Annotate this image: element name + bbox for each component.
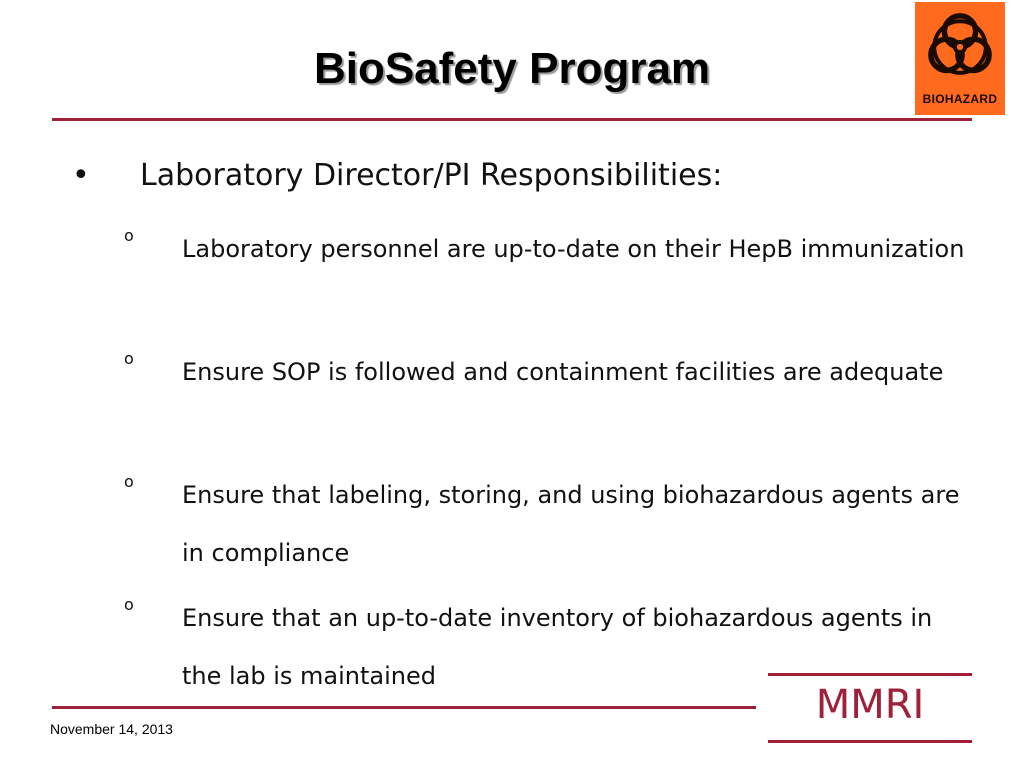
sub-bullet-marker: o: [124, 349, 134, 368]
sub-bullet-marker: o: [124, 595, 134, 614]
sub-bullet-marker: o: [124, 472, 134, 491]
org-rule-top: [768, 673, 972, 676]
biohazard-label: BIOHAZARD: [922, 92, 998, 106]
list-item-text: Ensure that an up-to-date inventory of biohazardous agents in the lab is maintained: [182, 604, 933, 690]
list-item-text: Laboratory personnel are up-to-date on their HepB immunization: [182, 235, 965, 263]
org-logo-text: MMRI: [815, 682, 925, 728]
biohazard-logo: [915, 2, 1005, 115]
list-item-text: Ensure SOP is followed and containment facilities are adequate: [182, 358, 944, 386]
footer-divider: [52, 706, 756, 709]
biohazard-icon: [921, 6, 999, 88]
bullet-heading: Laboratory Director/PI Responsibilities:: [140, 158, 723, 193]
slide-title: BioSafety Program: [313, 44, 711, 93]
bullet-marker: •: [72, 158, 90, 193]
sub-bullet-marker: o: [124, 226, 134, 245]
org-rule-bottom: [768, 740, 972, 743]
list-item-text: Ensure that labeling, storing, and using biohazardous agents are in compliance: [182, 481, 960, 567]
footer-date: November 14, 2013: [50, 721, 173, 737]
title-divider: [52, 118, 972, 121]
